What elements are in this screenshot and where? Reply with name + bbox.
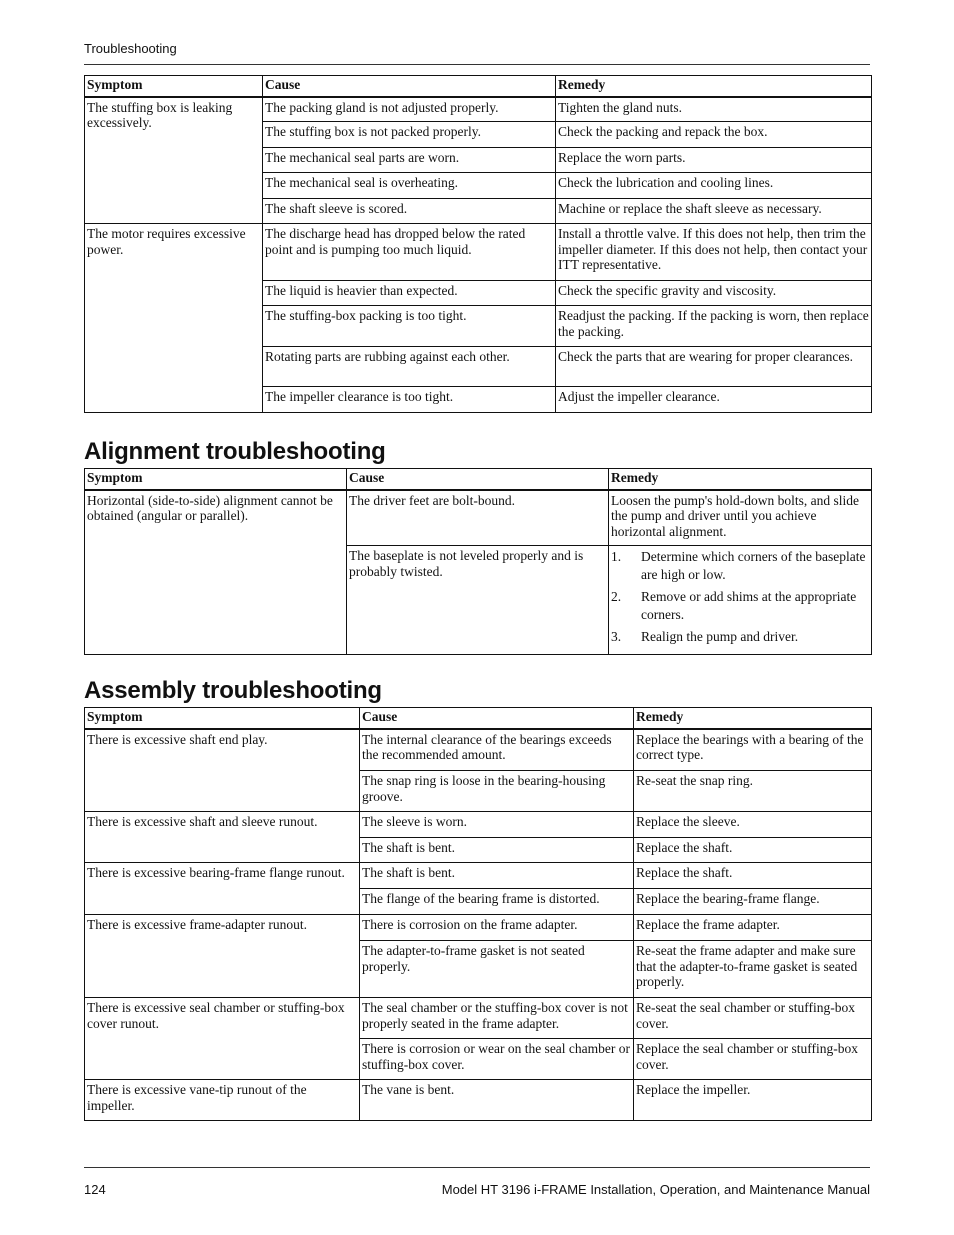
table-row bbox=[85, 915, 872, 941]
remedy-cell: Replace the sleeve. bbox=[634, 812, 872, 838]
cause-cell: The shaft sleeve is scored. bbox=[263, 199, 556, 224]
column-header-symptom: Symptom bbox=[85, 708, 360, 729]
remedy-cell: Re-seat the seal chamber or stuffing-box cover. bbox=[634, 998, 872, 1039]
symptom-cell: There is excessive frame-adapter runout. bbox=[85, 915, 360, 998]
cause-cell: Rotating parts are rubbing against each other. bbox=[263, 347, 556, 387]
cause-cell: There is corrosion on the frame adapter. bbox=[360, 915, 634, 941]
remedy-steps-list bbox=[611, 548, 869, 646]
remedy-cell: Install a throttle valve. If this does not help, then trim the impeller diameter. If this does not help, then contact your ITT representative. bbox=[556, 224, 872, 281]
list-item bbox=[611, 548, 869, 584]
column-header-remedy: Remedy bbox=[609, 469, 872, 490]
troubleshooting-table bbox=[84, 75, 872, 413]
cause-cell: There is corrosion or wear on the seal chamber or stuffing-box cover. bbox=[360, 1039, 634, 1080]
table-row bbox=[85, 1080, 872, 1121]
remedy-cell: Replace the shaft. bbox=[634, 838, 872, 863]
section-heading-assembly: Assembly troubleshooting bbox=[84, 677, 382, 704]
table-header-row bbox=[85, 469, 872, 490]
column-header-remedy: Remedy bbox=[634, 708, 872, 729]
symptom-cell: There is excessive vane-tip runout of the impeller. bbox=[85, 1080, 360, 1121]
remedy-cell: Replace the bearing-frame flange. bbox=[634, 889, 872, 915]
remedy-cell: Re-seat the snap ring. bbox=[634, 771, 872, 812]
remedy-cell: Re-seat the frame adapter and make sure that the adapter-to-frame gasket is seated properly. bbox=[634, 941, 872, 998]
step-number: 2. bbox=[611, 589, 622, 604]
running-header: Troubleshooting bbox=[84, 41, 177, 56]
column-header-symptom: Symptom bbox=[85, 469, 347, 490]
table-header-row bbox=[85, 708, 872, 729]
remedy-cell: Check the specific gravity and viscosity. bbox=[556, 281, 872, 306]
remedy-cell bbox=[609, 546, 872, 655]
remedy-cell: Check the packing and repack the box. bbox=[556, 122, 872, 148]
symptom-cell: The stuffing box is leaking excessively. bbox=[85, 97, 263, 224]
remedy-cell: Replace the worn parts. bbox=[556, 148, 872, 173]
alignment-table bbox=[84, 468, 872, 655]
remedy-cell: Check the parts that are wearing for proper clearances. bbox=[556, 347, 872, 387]
page-number: 124 bbox=[84, 1182, 106, 1197]
cause-cell: The mechanical seal parts are worn. bbox=[263, 148, 556, 173]
step-text: Realign the pump and driver. bbox=[641, 629, 799, 644]
remedy-cell: Tighten the gland nuts. bbox=[556, 97, 872, 122]
footer-rule bbox=[84, 1167, 870, 1168]
table-row bbox=[85, 97, 872, 122]
step-text: Remove or add shims at the appropriate corners. bbox=[641, 589, 857, 622]
step-number: 3. bbox=[611, 629, 622, 644]
cause-cell: The stuffing-box packing is too tight. bbox=[263, 306, 556, 347]
cause-cell: The sleeve is worn. bbox=[360, 812, 634, 838]
column-header-cause: Cause bbox=[263, 76, 556, 97]
table-row bbox=[85, 998, 872, 1039]
step-text: Determine which corners of the baseplate are high or low. bbox=[641, 549, 866, 582]
cause-cell: The flange of the bearing frame is distorted. bbox=[360, 889, 634, 915]
assembly-table bbox=[84, 707, 872, 1121]
header-rule bbox=[84, 64, 870, 65]
remedy-cell: Readjust the packing. If the packing is worn, then replace the packing. bbox=[556, 306, 872, 347]
cause-cell: The stuffing box is not packed properly. bbox=[263, 122, 556, 148]
remedy-cell: Replace the impeller. bbox=[634, 1080, 872, 1121]
remedy-cell: Replace the seal chamber or stuffing-box cover. bbox=[634, 1039, 872, 1080]
table-header-row bbox=[85, 76, 872, 97]
cause-cell: The impeller clearance is too tight. bbox=[263, 387, 556, 413]
column-header-remedy: Remedy bbox=[556, 76, 872, 97]
symptom-cell: There is excessive seal chamber or stuffing-box cover runout. bbox=[85, 998, 360, 1080]
cause-cell: The mechanical seal is overheating. bbox=[263, 173, 556, 199]
step-number: 1. bbox=[611, 549, 622, 564]
cause-cell: The snap ring is loose in the bearing-housing groove. bbox=[360, 771, 634, 812]
remedy-cell: Check the lubrication and cooling lines. bbox=[556, 173, 872, 199]
table-row bbox=[85, 729, 872, 771]
remedy-cell: Loosen the pump's hold-down bolts, and slide the pump and driver until you achieve horizontal alignment. bbox=[609, 490, 872, 546]
cause-cell: The packing gland is not adjusted properly. bbox=[263, 97, 556, 122]
manual-title: Model HT 3196 i-FRAME Installation, Operation, and Maintenance Manual bbox=[441, 1182, 870, 1197]
symptom-cell: There is excessive bearing-frame flange runout. bbox=[85, 863, 360, 915]
cause-cell: The internal clearance of the bearings exceeds the recommended amount. bbox=[360, 729, 634, 771]
symptom-cell: Horizontal (side-to-side) alignment cannot be obtained (angular or parallel). bbox=[85, 490, 347, 655]
remedy-cell: Machine or replace the shaft sleeve as necessary. bbox=[556, 199, 872, 224]
cause-cell: The discharge head has dropped below the rated point and is pumping too much liquid. bbox=[263, 224, 556, 281]
remedy-cell: Replace the shaft. bbox=[634, 863, 872, 889]
remedy-cell: Replace the frame adapter. bbox=[634, 915, 872, 941]
column-header-cause: Cause bbox=[360, 708, 634, 729]
remedy-cell: Replace the bearings with a bearing of the correct type. bbox=[634, 729, 872, 771]
cause-cell: The vane is bent. bbox=[360, 1080, 634, 1121]
cause-cell: The driver feet are bolt-bound. bbox=[347, 490, 609, 546]
table-row bbox=[85, 490, 872, 546]
column-header-cause: Cause bbox=[347, 469, 609, 490]
cause-cell: The shaft is bent. bbox=[360, 838, 634, 863]
list-item bbox=[611, 628, 869, 646]
table-row bbox=[85, 863, 872, 889]
cause-cell: The adapter-to-frame gasket is not seated properly. bbox=[360, 941, 634, 998]
cause-cell: The liquid is heavier than expected. bbox=[263, 281, 556, 306]
cause-cell: The seal chamber or the stuffing-box cover is not properly seated in the frame adapter. bbox=[360, 998, 634, 1039]
table-row bbox=[85, 224, 872, 281]
section-heading-alignment: Alignment troubleshooting bbox=[84, 438, 386, 465]
cause-cell: The shaft is bent. bbox=[360, 863, 634, 889]
column-header-symptom: Symptom bbox=[85, 76, 263, 97]
remedy-cell: Adjust the impeller clearance. bbox=[556, 387, 872, 413]
symptom-cell: The motor requires excessive power. bbox=[85, 224, 263, 413]
list-item bbox=[611, 588, 869, 624]
symptom-cell: There is excessive shaft and sleeve runout. bbox=[85, 812, 360, 863]
symptom-cell: There is excessive shaft end play. bbox=[85, 729, 360, 812]
table-row bbox=[85, 812, 872, 838]
cause-cell: The baseplate is not leveled properly and is probably twisted. bbox=[347, 546, 609, 655]
